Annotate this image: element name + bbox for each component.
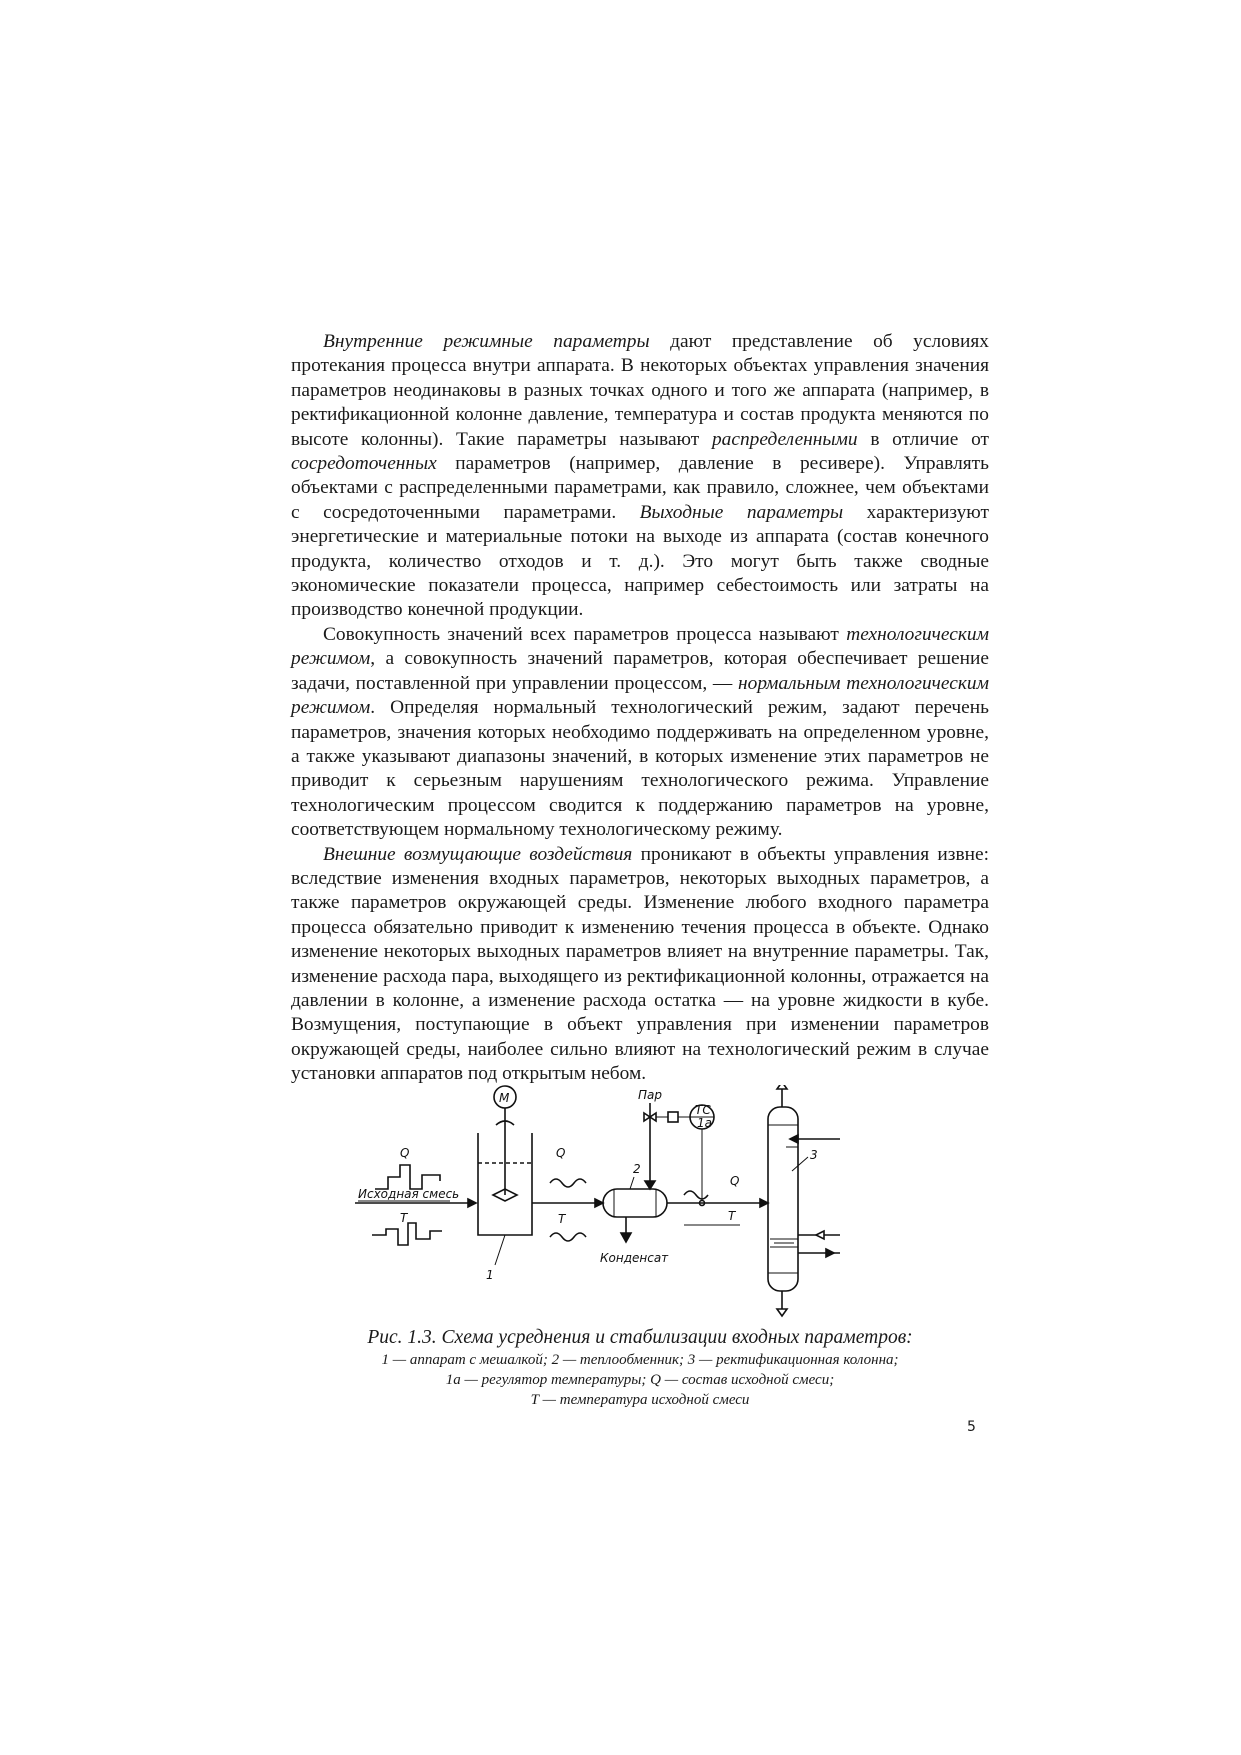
label-1: 1: [486, 1268, 494, 1282]
emphasis-term: Внешние возмущающие воздействия: [323, 843, 633, 865]
label-3: 3: [810, 1148, 818, 1162]
leader-2: [630, 1177, 634, 1189]
emphasis-term: технологическим режимом: [291, 623, 989, 670]
text-run: характеризуют энергетические и материальные потоки на выходе из аппарата (состав конечного продукта, количество отходов и т. д.). Это могут быть также сводные экономические показатели процесса, например себестоимость или затраты на производство конечной продукции.: [291, 501, 989, 621]
caption-line-3: Т — температура исходной смеси: [530, 1392, 750, 1408]
figure-caption: [291, 1326, 989, 1410]
page-number: 5: [967, 1419, 976, 1435]
caption-line-2: 1а — регулятор температуры; Q — состав исходной смеси;: [445, 1372, 835, 1388]
controller-label-bottom: 1a: [697, 1116, 712, 1130]
text-run: Совокупность значений всех параметров процесса называют: [323, 623, 847, 645]
emphasis-term: сосредоточенных: [291, 453, 437, 475]
heat-exchanger: [603, 1189, 667, 1217]
q-label-left: Q: [400, 1146, 410, 1160]
process-diagram: [350, 1085, 890, 1325]
text-run: проникают в объекты управления извне: вследствие изменения входных параметров, некоторых выходных параметров, а также параметров окружающей среды. Изменение любого входного параметра процесса обязательно приводит к изменению течения процесса в объекте. Однако изменение некоторых выходных параметров влияет на внутренние параметры. Так, изменение расхода пара, выходящего из ректификационной колонны, отражается на давлении в колонне, а изменение расхода остатка — на уровне жидкости в кубе. Возмущения, поступающие в объект управления при изменении параметров окружающей среды, наиболее сильно влияют на технологический режим в случае установки аппаратов под открытым небом.: [291, 843, 989, 1085]
actuator-box: [668, 1112, 678, 1122]
emphasis-term: Выходные параметры: [639, 501, 844, 523]
q-wave-right: [684, 1191, 708, 1199]
paragraph: [291, 330, 989, 623]
text-run: . Определяя нормальный технологический режим, задают перечень параметров, значения которых необходимо поддерживать на определенном уровне, а также указывают диапазоны значений, в которых изменение этих параметров не приводит к серьезным нарушениям технологического режима. Управление технологическим процессом сводится к поддержанию параметров на уровне, соответствующем нормальному технологическому режиму.: [291, 697, 989, 841]
emphasis-term: нормальным технологическим режимом: [291, 672, 989, 719]
paragraph: [291, 623, 989, 843]
body-text: [291, 330, 989, 1087]
steam-label: Пар: [638, 1088, 662, 1102]
motor-label: М: [499, 1091, 510, 1105]
reboiler-out-arrow: [826, 1249, 834, 1257]
pipe-arrow: [595, 1199, 603, 1207]
t-wave-mid: [550, 1233, 586, 1241]
controller-label-top: TC: [695, 1103, 711, 1117]
paragraph: [291, 843, 989, 1087]
text-run: , а совокупность значений параметров, которая обеспечивает решение задачи, поставленной при управлении процессом, —: [291, 648, 989, 694]
column-bottom-arrow: [777, 1309, 787, 1316]
feed-label: Исходная смесь: [358, 1187, 460, 1201]
rectification-column: [768, 1107, 798, 1291]
caption-title: Рис. 1.3. Схема усреднения и стабилизации входных параметров:: [367, 1327, 913, 1348]
label-2: 2: [633, 1162, 641, 1176]
reboiler-in-arrow: [816, 1231, 824, 1239]
t-label-left: T: [400, 1211, 408, 1225]
text-run: в отличие от: [857, 428, 989, 450]
t-waveform: [372, 1223, 442, 1245]
emphasis-term: Внутренние режимные параметры: [323, 331, 650, 352]
feed-arrow: [468, 1199, 476, 1207]
condensate-arrow: [621, 1233, 631, 1242]
leader-3: [792, 1157, 808, 1171]
q-label-mid: Q: [556, 1146, 566, 1160]
q-waveform: [375, 1165, 440, 1189]
condensate-label: Конденсат: [600, 1251, 669, 1265]
reboiler-coil-icon: [770, 1239, 798, 1247]
emphasis-term: распределенными: [711, 428, 858, 450]
text-run: дают представление об условиях протекания процесса внутри аппарата. В некоторых объектах управления значения параметров неодинаковы в разных точках одного и того же аппарата (например, в ректификационной колонне давление, температура и состав продукта меняются по высоте колонны). Такие параметры называют: [291, 331, 989, 450]
t-label-mid: T: [558, 1212, 566, 1226]
column-inlet-arrow: [760, 1199, 768, 1207]
leader-1: [495, 1235, 505, 1265]
column-top-arrow: [777, 1085, 787, 1089]
reflux-arrow: [790, 1135, 798, 1143]
diagram-svg: [350, 1085, 890, 1325]
steam-arrow: [645, 1181, 655, 1189]
text-run: параметров (например, давление в ресивере). Управлять объектами с распределенными параметрами, как правило, сложнее, чем объектами с сосредоточенными параметрами.: [291, 453, 989, 523]
t-label-right: T: [728, 1209, 736, 1223]
caption-line-1: 1 — аппарат с мешалкой; 2 — теплообменник; 3 — ректификационная колонна;: [381, 1352, 899, 1368]
q-label-right: Q: [730, 1174, 740, 1188]
q-wave-mid: [550, 1179, 586, 1187]
